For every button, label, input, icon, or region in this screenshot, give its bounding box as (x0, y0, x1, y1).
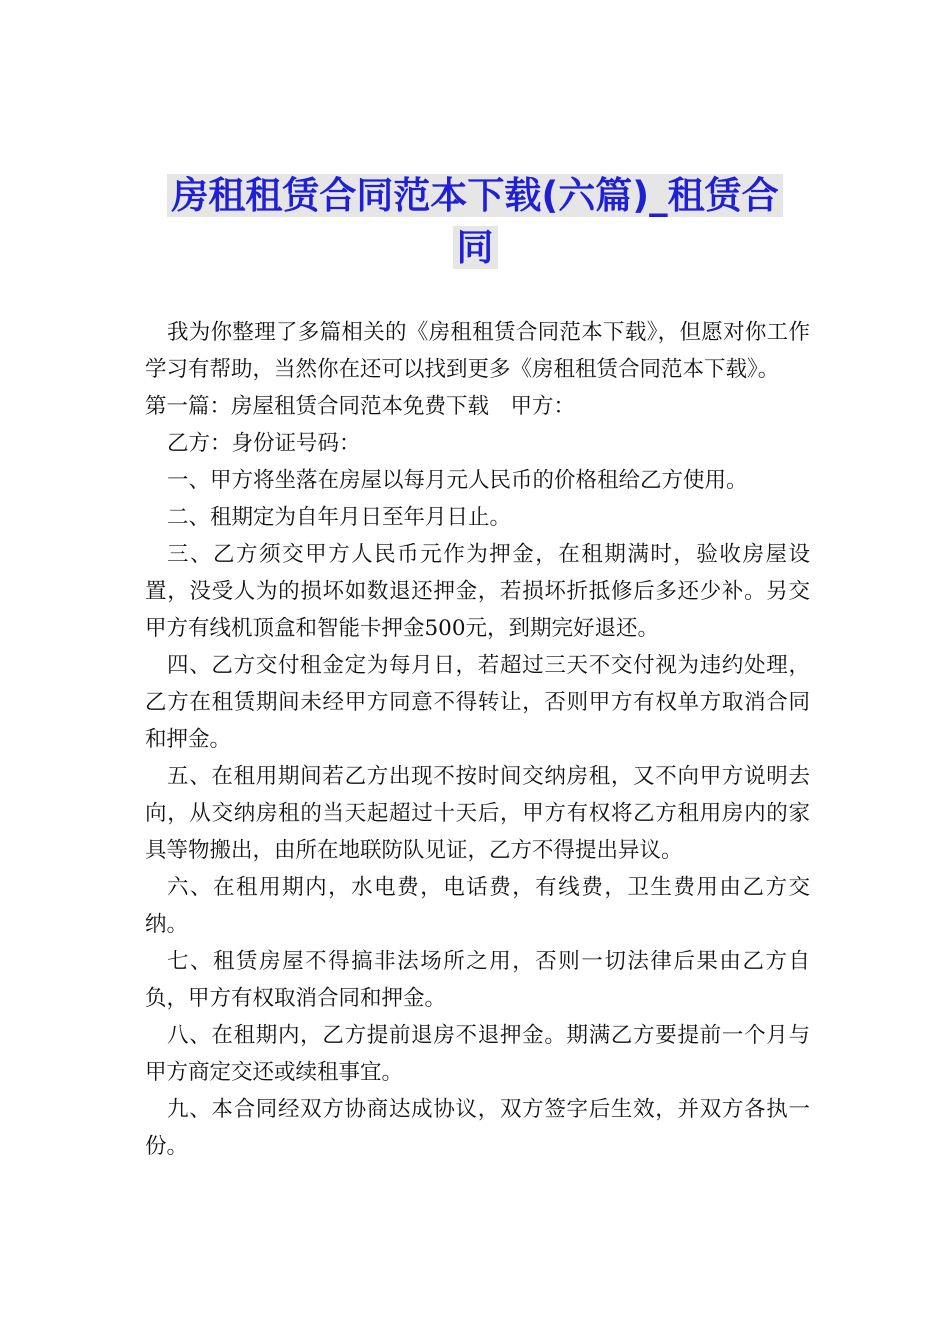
clause-3: 三、乙方须交甲方人民币元作为押金，在租期满时，验收房屋设置，没受人为的损坏如数退还押金，若损坏折抵修后多还少补。另交甲方有线机顶盒和智能卡押金500元，到期完好退还。 (145, 542, 810, 641)
title-line-1: 房租租赁合同范本下载(六篇)_租赁合 (167, 174, 782, 217)
clause-6: 六、在租用期内，水电费，电话费，有线费，卫生费用由乙方交纳。 (145, 875, 810, 937)
clause-4: 四、乙方交付租金定为每月日，若超过三天不交付视为违约处理，乙方在租赁期间未经甲方同意不得转让，否则甲方有权单方取消合同和押金。 (145, 653, 810, 752)
document-title (120, 170, 830, 274)
clause-9: 九、本合同经双方协商达成协议，双方签字后生效，并双方各执一份。 (145, 1097, 810, 1159)
clause-2: 二、租期定为自年月日至年月日止。 (167, 505, 512, 530)
title-line-2: 同 (453, 226, 498, 269)
intro-paragraph: 我为你整理了多篇相关的《房租租赁合同范本下载》，但愿对你工作学习有帮助，当然你在还可以找到更多《房租租赁合同范本下载》。 (145, 320, 810, 382)
document-body (145, 314, 810, 1165)
section-heading: 第一篇：房屋租赁合同范本免费下载 甲方： (145, 394, 576, 419)
clause-7: 七、租赁房屋不得搞非法场所之用，否则一切法律后果由乙方自负，甲方有权取消合同和押金。 (145, 949, 810, 1011)
clause-8: 八、在租期内，乙方提前退房不退押金。期满乙方要提前一个月与甲方商定交还或续租事宜。 (145, 1023, 810, 1085)
clause-5: 五、在租用期间若乙方出现不按时间交纳房租，又不向甲方说明去向，从交纳房租的当天起超过十天后，甲方有权将乙方租用房内的家具等物搬出，由所在地联防队见证，乙方不得提出异议。 (145, 764, 810, 863)
clause-1: 一、甲方将坐落在房屋以每月元人民币的价格租给乙方使用。 (167, 468, 748, 493)
party-b-line: 乙方：身份证号码： (167, 431, 361, 456)
